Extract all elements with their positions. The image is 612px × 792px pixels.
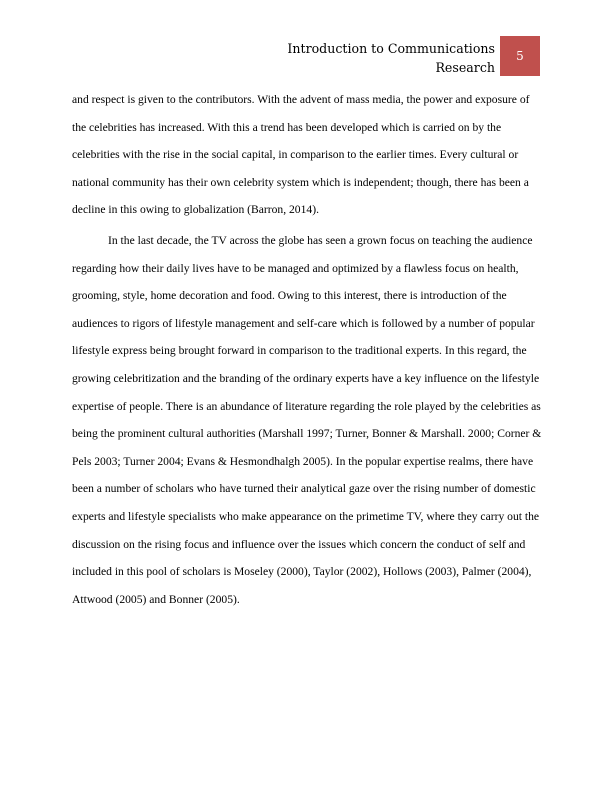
page-number: 5 [516,49,524,63]
body-paragraph-1: and respect is given to the contributors. With the advent of mass media, the power and exposure of the celebrities has increased. With this a trend has been developed which is carried on by the celebrities with the rise in the social capital, in comparison to the earlier times. Every cultural or national community has their own celebrity system which is independent; though, there has been a decline in this owing to globalization (Barron, 2014). [72,93,530,217]
running-header [250,39,495,77]
document-body [72,86,542,613]
body-paragraph-2: In the last decade, the TV across the globe has seen a grown focus on teaching the audience regarding how their daily lives have to be managed and optimized by a flawless focus on health, grooming, style, home decoration and food. Owing to this interest, there is introduction of the audiences to rigors of lifestyle management and self-care which is followed by a number of popular lifestyle express being brought forward in comparison to the traditional experts. In this regard, the growing celebritization and the branding of the ordinary experts have a key influence on the lifestyle expertise of people. There is an abundance of literature regarding the role played by the celebrities as being the prominent cultural authorities (Marshall 1997; Turner, Bonner & Marshall. 2000; Corner & Pels 2003; Turner 2004; Evans & Hesmondhalgh 2005). In the popular expertise realms, there have been a number of scholars who have turned their analytical gaze over the rising number of domestic experts and lifestyle specialists who make appearance on the primetime TV, where they carry out the discussion on the rising focus and influence over the issues which concern the conduct of self and included in this pool of scholars is Moseley (2000), Taylor (2002), Hollows (2003), Palmer (2004), Attwood (2005) and Bonner (2005). [72,233,542,606]
header-title-line-1: Introduction to Communications [287,41,495,56]
page-number-badge [500,36,540,76]
header-title-line-2: Research [435,60,495,75]
